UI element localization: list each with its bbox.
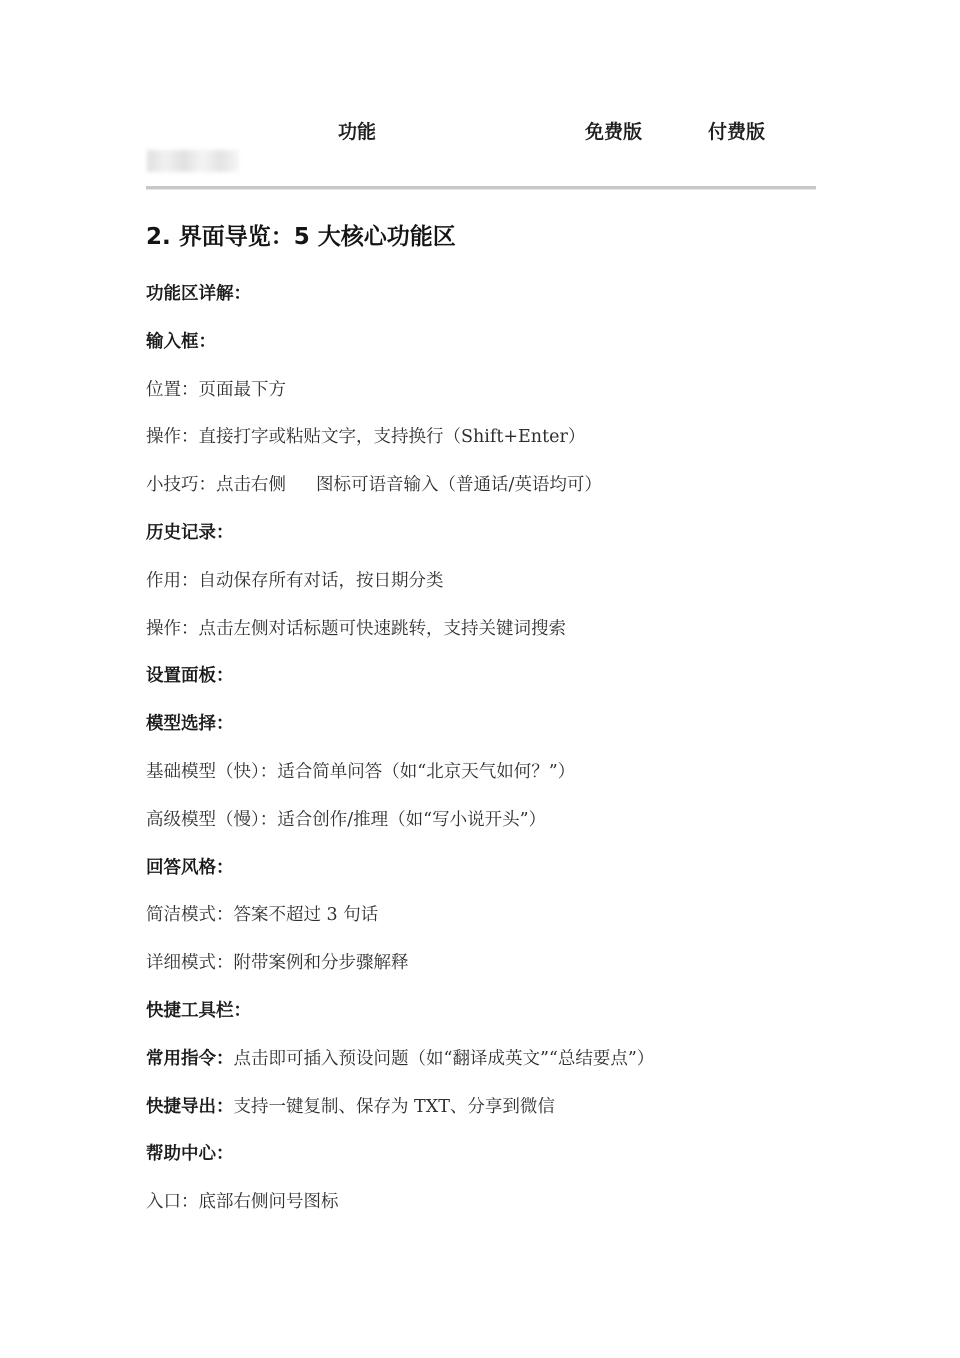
common-commands-text: 点击即可插入预设问题（如“翻译成英文”“总结要点”） [233,1048,655,1069]
model-advanced: 高级模型（慢）：适合创作/推理（如“写小说开头”） [146,809,547,830]
column-header-feature: 功能 [338,121,377,143]
input-box-tip [146,471,866,519]
history-operation: 操作：点击左侧对话标题可快速跳转，支持关键词搜索 [146,618,566,639]
column-header-paid: 付费版 [708,121,766,143]
help-center-entry: 入口：底部右侧问号图标 [146,1192,339,1213]
comparison-table-header [0,117,960,147]
subheading-history: 历史记录： [146,522,234,543]
subheading-help-center: 帮助中心： [146,1144,234,1165]
quick-export-label: 快捷导出： [146,1096,234,1117]
history-purpose: 作用：自动保存所有对话，按日期分类 [146,570,444,591]
input-box-position: 位置：页面最下方 [146,379,286,400]
feature-details [146,280,866,1236]
toolbar-quick-export [146,1093,866,1141]
subheading-quick-toolbar: 快捷工具栏： [146,1000,251,1021]
subheading-settings-panel: 设置面板： [146,666,234,687]
model-basic: 基础模型（快）：适合简单问答（如“北京天气如何？”） [146,761,576,782]
subheading-feature-details: 功能区详解： [146,284,251,304]
style-concise: 简洁模式：答案不超过 3 句话 [146,905,379,926]
subheading-model-selection: 模型选择： [146,714,234,735]
column-header-free: 免费版 [585,121,643,143]
subheading-answer-style: 回答风格： [146,857,234,878]
common-commands-label: 常用指令： [146,1048,234,1069]
toolbar-common-commands [146,1045,866,1093]
blurred-table-cell [147,150,239,172]
section-title: 2. 界面导览：5 大核心功能区 [146,224,456,250]
style-detailed: 详细模式：附带案例和分步骤解释 [146,953,409,974]
horizontal-rule [146,186,816,190]
tip-text-start: 小技巧：点击右侧 [146,475,286,496]
tip-text-end: 图标可语音输入（普通话/英语均可） [316,475,602,496]
subheading-input-box: 输入框： [146,331,216,352]
quick-export-text: 支持一键复制、保存为 TXT、分享到微信 [233,1096,555,1117]
input-box-operation: 操作：直接打字或粘贴文字，支持换行（Shift+Enter） [146,427,586,448]
